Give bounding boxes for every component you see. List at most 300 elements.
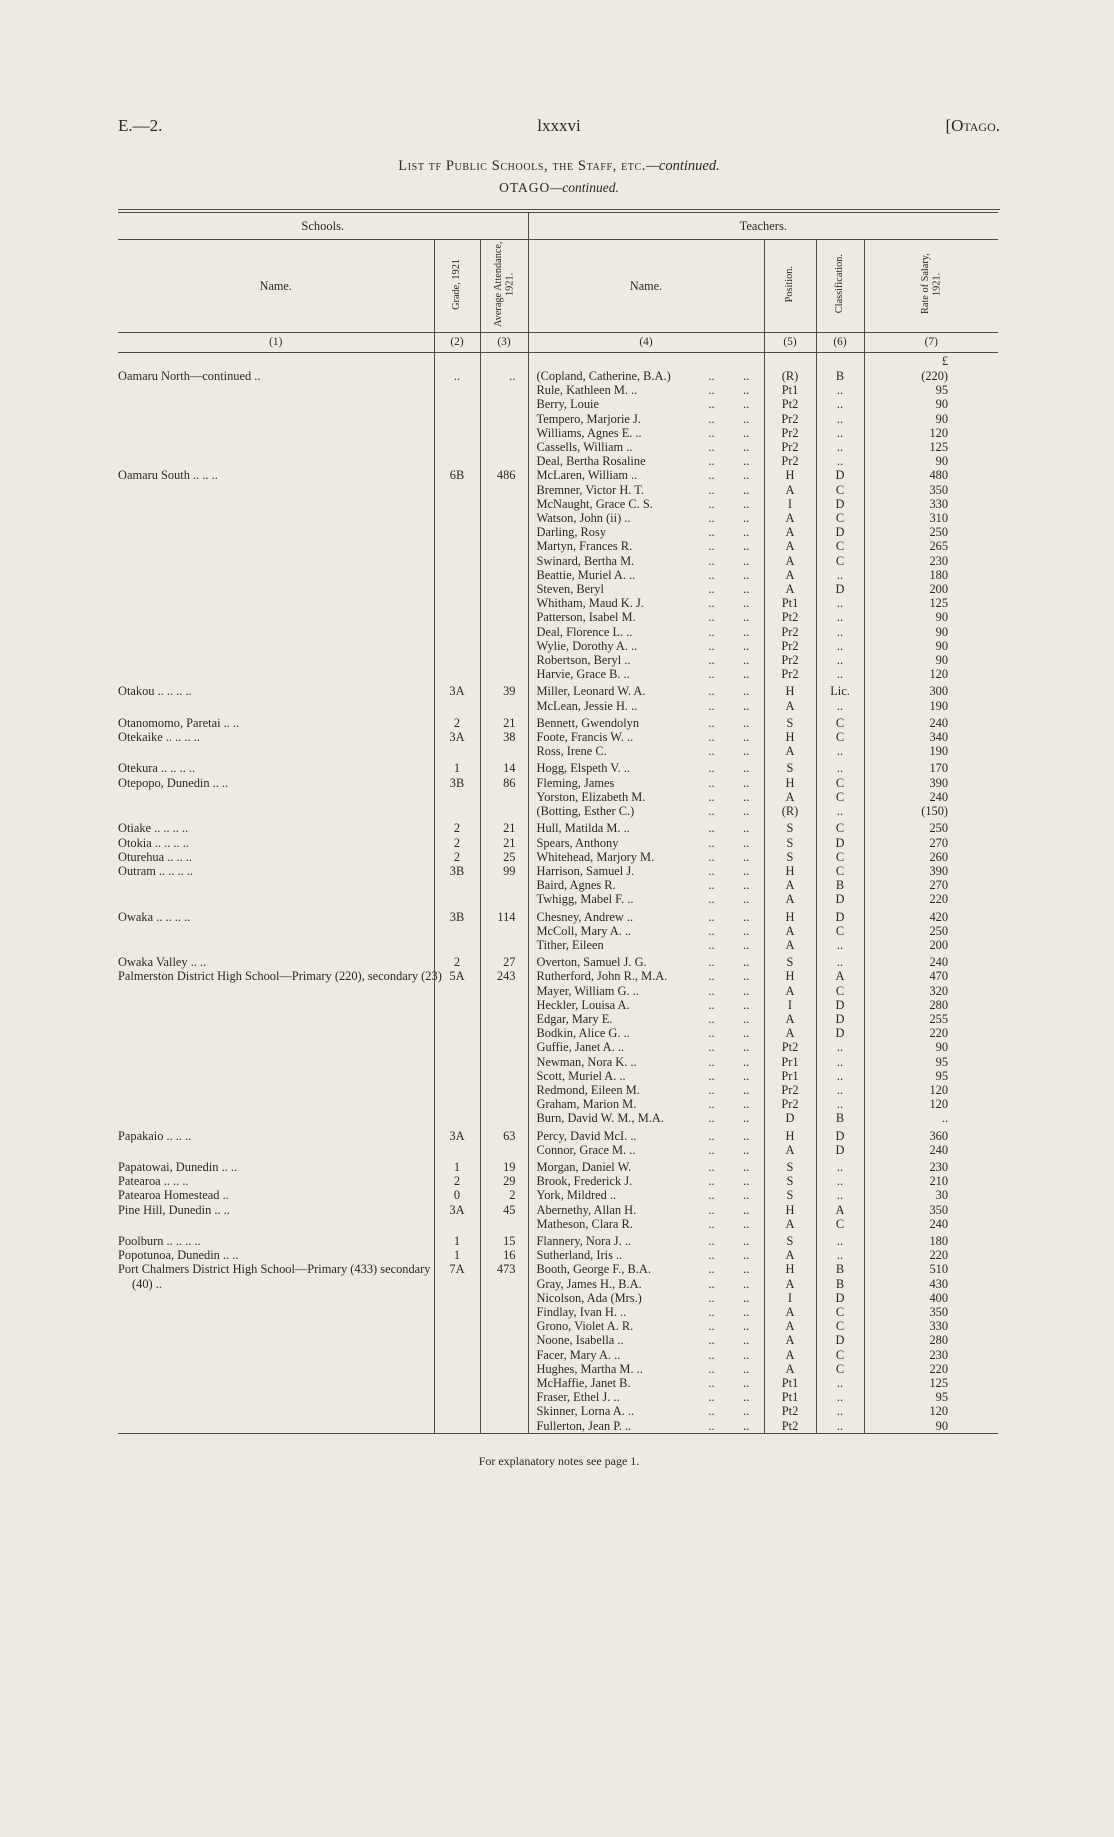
classification-cell: C — [816, 483, 864, 497]
grade-cell — [434, 568, 480, 582]
grade-cell: 3A — [434, 1203, 480, 1217]
table-row — [118, 610, 998, 624]
subtitle-main: OTAGO — [499, 180, 551, 195]
position-cell: Pr2 — [764, 1097, 816, 1111]
salary-cell: 90 — [864, 1040, 998, 1054]
position-cell: S — [764, 1157, 816, 1174]
teacher-name-cell: Yorston, Elizabeth M. — [528, 790, 694, 804]
school-name-cell — [118, 1174, 434, 1188]
col-number-4: (4) — [528, 333, 764, 353]
school-name-cell — [118, 713, 434, 730]
teacher-name-cell: Bennett, Gwendolyn — [528, 713, 694, 730]
school-name-cell — [118, 938, 434, 952]
school-name — [118, 1333, 442, 1347]
leader-dots: .. — [743, 567, 750, 582]
table-row — [118, 681, 998, 698]
classification-cell: .. — [816, 952, 864, 969]
school-name-cell — [118, 969, 442, 984]
attendance-cell — [480, 924, 528, 938]
leader-dots: .. — [708, 440, 715, 455]
salary-cell: 200 — [864, 582, 998, 596]
leader-dots: .. — [743, 955, 750, 970]
leader-dots: .. — [708, 698, 715, 713]
folio-number: lxxxvi — [537, 116, 581, 135]
teacher-name-cell: Burn, David W. M., M.A. — [528, 1111, 694, 1125]
grade-cell: 1 — [434, 1231, 480, 1248]
leader-dots: .. — [743, 1174, 750, 1189]
school-name-cell — [118, 667, 434, 681]
teacher-name-cell: Wylie, Dorothy A. .. — [528, 639, 694, 653]
school-name — [118, 1376, 442, 1390]
attendance-cell — [480, 454, 528, 468]
attendance-cell — [480, 383, 528, 397]
school-name: Poolburn .. .. .. .. — [118, 1233, 201, 1248]
salary-cell: 90 — [864, 397, 998, 411]
teacher-name-cell: Berry, Louie — [528, 397, 694, 411]
table-row — [118, 804, 998, 818]
leader-dots: .. — [743, 1262, 750, 1277]
leader-dots: .. — [743, 496, 750, 511]
classification-cell: .. — [816, 1419, 864, 1434]
salary-cell: 280 — [864, 1333, 998, 1347]
leader-dots: .. — [743, 553, 750, 568]
classification-cell: C — [816, 554, 864, 568]
classification-cell: .. — [816, 596, 864, 610]
salary-cell: 250 — [864, 924, 998, 938]
grade-cell — [434, 1348, 480, 1362]
leader-dots: .. — [708, 1361, 715, 1376]
school-name-cell — [118, 907, 434, 924]
school-name — [118, 511, 442, 525]
school-name-cell — [118, 511, 434, 525]
table-row — [118, 511, 998, 525]
salary-cell: 220 — [864, 1362, 998, 1376]
grade-cell: 3A — [434, 1126, 480, 1143]
col-header-attendance: Average Attendance, 1921. — [480, 240, 528, 333]
position-cell: H — [764, 907, 816, 924]
teacher-name-cell: Watson, John (ii) .. — [528, 511, 694, 525]
attendance-cell — [480, 426, 528, 440]
attendance-cell — [480, 1217, 528, 1231]
school-name-cell — [118, 1376, 434, 1390]
leader-dots: .. — [743, 821, 750, 836]
classification-cell: D — [816, 582, 864, 596]
leader-dots: .. — [708, 624, 715, 639]
teacher-name-cell: Harrison, Samuel J. — [528, 864, 694, 878]
table-row — [118, 907, 998, 924]
attendance-cell — [480, 1012, 528, 1026]
salary-cell: 230 — [864, 1157, 998, 1174]
leader-dots: .. — [708, 909, 715, 924]
school-name-cell — [118, 539, 434, 553]
position-cell: Pr2 — [764, 625, 816, 639]
leader-dots: .. — [708, 1376, 715, 1391]
salary-cell: 240 — [864, 1143, 998, 1157]
salary-cell: 350 — [864, 1203, 998, 1217]
classification-cell: D — [816, 1026, 864, 1040]
attendance-cell — [480, 1143, 528, 1157]
teacher-name-cell: Whitehead, Marjory M. — [528, 850, 694, 864]
classification-cell: .. — [816, 1157, 864, 1174]
salary-cell: 255 — [864, 1012, 998, 1026]
leader-dots: .. — [708, 955, 715, 970]
school-name-cell — [118, 440, 434, 454]
teacher-name-cell: Noone, Isabella .. — [528, 1333, 694, 1347]
classification-cell: D — [816, 497, 864, 511]
leader-dots: .. — [708, 849, 715, 864]
table-row — [118, 818, 998, 835]
teacher-name-cell: Rutherford, John R., M.A. — [528, 969, 694, 983]
school-name — [118, 744, 442, 758]
leader-dots: .. — [743, 638, 750, 653]
position-cell: H — [764, 1262, 816, 1276]
teacher-name-cell: McLean, Jessie H. .. — [528, 699, 694, 713]
table-row — [118, 864, 998, 878]
grade-cell — [434, 1069, 480, 1083]
leader-dots: .. — [708, 1305, 715, 1319]
school-name — [118, 1362, 442, 1376]
school-name — [118, 1040, 442, 1054]
grade-cell — [434, 483, 480, 497]
school-name-cell — [118, 730, 434, 744]
position-cell: A — [764, 984, 816, 998]
teacher-name-cell: Grono, Violet A. R. — [528, 1319, 694, 1333]
salary-cell: 220 — [864, 1026, 998, 1040]
leader-dots: .. — [708, 1188, 715, 1203]
table-row — [118, 525, 998, 539]
grade-cell: 3B — [434, 907, 480, 924]
grade-cell — [434, 1333, 480, 1347]
salary-cell: 350 — [864, 483, 998, 497]
salary-cell: 470 — [864, 969, 998, 983]
school-name-cell — [118, 892, 434, 906]
school-name: Patearoa Homestead .. — [118, 1188, 229, 1203]
leader-dots: .. — [708, 567, 715, 582]
leader-dots: .. — [708, 730, 715, 745]
position-cell: A — [764, 1248, 816, 1262]
school-name — [118, 699, 442, 713]
classification-cell: .. — [816, 1174, 864, 1188]
grade-cell — [434, 397, 480, 411]
school-name: Otepopo, Dunedin .. .. — [118, 775, 229, 790]
classification-cell: .. — [816, 938, 864, 952]
school-name-cell — [118, 1262, 434, 1291]
table-row — [118, 1248, 998, 1262]
leader-dots: .. — [743, 730, 750, 745]
position-cell: A — [764, 892, 816, 906]
table-row — [118, 730, 998, 744]
salary-cell: 360 — [864, 1126, 998, 1143]
position-cell: A — [764, 1305, 816, 1319]
group-header-teachers: Teachers. — [528, 213, 998, 240]
grade-cell — [434, 582, 480, 596]
attendance-cell — [480, 998, 528, 1012]
table-row — [118, 776, 998, 790]
salary-cell: 220 — [864, 1248, 998, 1262]
leader-dots: .. — [743, 1128, 750, 1143]
school-name — [118, 790, 442, 804]
grade-cell — [434, 892, 480, 906]
salary-cell: 90 — [864, 639, 998, 653]
position-cell: H — [764, 776, 816, 790]
classification-cell: C — [816, 539, 864, 553]
table-row — [118, 938, 998, 952]
school-name-cell — [118, 864, 434, 878]
school-name-cell — [118, 639, 434, 653]
attendance-cell — [480, 1404, 528, 1418]
table-row — [118, 1277, 998, 1291]
school-name — [118, 804, 442, 818]
position-cell: S — [764, 850, 816, 864]
col-header-classification: Classification. — [816, 240, 864, 333]
teacher-name-cell: Skinner, Lorna A. .. — [528, 1404, 694, 1418]
classification-cell: C — [816, 790, 864, 804]
leader-dots: .. — [743, 878, 750, 893]
school-name-cell — [118, 790, 434, 804]
classification-cell: C — [816, 818, 864, 835]
teacher-name-cell: Fraser, Ethel J. .. — [528, 1390, 694, 1404]
school-name: Outram .. .. .. .. — [118, 863, 194, 878]
salary-cell: 125 — [864, 1376, 998, 1390]
school-name-cell — [118, 483, 434, 497]
leader-dots: .. — [708, 983, 715, 998]
attendance-cell — [480, 397, 528, 411]
teacher-name-cell: Tempero, Marjorie J. — [528, 412, 694, 426]
table-row — [118, 998, 998, 1012]
teacher-name-cell: Deal, Florence L. .. — [528, 625, 694, 639]
school-name: Otiake .. .. .. .. — [118, 821, 189, 836]
grade-cell — [434, 1291, 480, 1305]
attendance-cell: 63 — [480, 1126, 528, 1143]
school-name — [118, 539, 442, 553]
position-cell: A — [764, 744, 816, 758]
classification-cell: .. — [816, 1069, 864, 1083]
school-name — [118, 426, 442, 440]
col-number-7: (7) — [864, 333, 998, 353]
position-cell: Pr2 — [764, 426, 816, 440]
school-name — [118, 998, 442, 1012]
grade-cell: 3B — [434, 776, 480, 790]
classification-cell: B — [816, 878, 864, 892]
leader-dots: .. — [708, 684, 715, 699]
salary-cell: 90 — [864, 1419, 998, 1434]
teacher-name-cell: Swinard, Bertha M. — [528, 554, 694, 568]
grade-cell: 3B — [434, 864, 480, 878]
salary-cell: 390 — [864, 776, 998, 790]
attendance-cell — [480, 1333, 528, 1347]
school-name-cell — [118, 1217, 434, 1231]
teacher-name-cell: Darling, Rosy — [528, 525, 694, 539]
leader-dots: .. — [708, 1054, 715, 1069]
salary-cell: .. — [864, 1111, 998, 1125]
salary-cell: 330 — [864, 1319, 998, 1333]
leader-dots: .. — [743, 1404, 750, 1419]
attendance-cell: 21 — [480, 818, 528, 835]
attendance-cell — [480, 511, 528, 525]
column-number-row — [118, 333, 998, 353]
table-row — [118, 1419, 998, 1434]
leader-dots: .. — [708, 892, 715, 907]
grade-cell — [434, 596, 480, 610]
leader-dots: .. — [743, 482, 750, 497]
classification-cell: Lic. — [816, 681, 864, 698]
teacher-name-cell: McColl, Mary A. .. — [528, 924, 694, 938]
school-name — [118, 1390, 442, 1404]
leader-dots: .. — [743, 511, 750, 526]
school-name — [118, 497, 442, 511]
grade-cell: 2 — [434, 836, 480, 850]
teacher-name-cell: Overton, Samuel J. G. — [528, 952, 694, 969]
leader-dots: .. — [708, 744, 715, 759]
leader-dots: .. — [743, 684, 750, 699]
col-number-1: (1) — [118, 333, 434, 353]
table-row — [118, 497, 998, 511]
table-row — [118, 454, 998, 468]
teacher-name-cell: Connor, Grace M. .. — [528, 1143, 694, 1157]
grade-cell: 2 — [434, 1174, 480, 1188]
attendance-cell — [480, 1055, 528, 1069]
grade-cell — [434, 497, 480, 511]
leader-dots: .. — [743, 1082, 750, 1097]
table-row — [118, 758, 998, 775]
school-name — [118, 1083, 442, 1097]
attendance-cell — [480, 653, 528, 667]
classification-cell: D — [816, 892, 864, 906]
grade-cell: 2 — [434, 713, 480, 730]
leader-dots: .. — [743, 383, 750, 398]
table-row — [118, 744, 998, 758]
table-row — [118, 1376, 998, 1390]
table-row — [118, 1362, 998, 1376]
attendance-cell — [480, 892, 528, 906]
position-cell: (R) — [764, 804, 816, 818]
salary-cell: 90 — [864, 412, 998, 426]
school-name-cell — [118, 625, 434, 639]
salary-cell: 190 — [864, 744, 998, 758]
school-name-cell — [118, 454, 434, 468]
classification-cell: .. — [816, 639, 864, 653]
attendance-cell: 16 — [480, 1248, 528, 1262]
salary-cell: 240 — [864, 1217, 998, 1231]
school-name — [118, 596, 442, 610]
leader-dots: .. — [708, 411, 715, 426]
teacher-name-cell: Miller, Leonard W. A. — [528, 681, 694, 698]
school-name-cell — [118, 568, 434, 582]
table-row — [118, 667, 998, 681]
salary-cell: 510 — [864, 1262, 998, 1276]
attendance-cell — [480, 790, 528, 804]
table-row — [118, 1404, 998, 1418]
leader-dots: .. — [708, 582, 715, 597]
leader-dots: .. — [708, 397, 715, 412]
leader-dots: .. — [708, 715, 715, 730]
classification-cell: .. — [816, 397, 864, 411]
school-name: Papatowai, Dunedin .. .. — [118, 1159, 238, 1174]
grade-cell — [434, 653, 480, 667]
position-cell: A — [764, 511, 816, 525]
classification-cell: .. — [816, 1231, 864, 1248]
leader-dots: .. — [743, 411, 750, 426]
grade-cell — [434, 804, 480, 818]
leader-dots: .. — [743, 1111, 750, 1126]
classification-cell: D — [816, 836, 864, 850]
position-cell: Pt2 — [764, 1419, 816, 1434]
leader-dots: .. — [708, 610, 715, 625]
salary-cell: 180 — [864, 568, 998, 582]
table-row — [118, 1083, 998, 1097]
grade-cell — [434, 667, 480, 681]
school-name: Pine Hill, Dunedin .. .. — [118, 1202, 230, 1217]
grade-cell — [434, 610, 480, 624]
position-cell: A — [764, 1217, 816, 1231]
school-name — [118, 412, 442, 426]
classification-cell: C — [816, 850, 864, 864]
leader-dots: .. — [743, 937, 750, 952]
attendance-cell — [480, 440, 528, 454]
teacher-name-cell: Nicolson, Ada (Mrs.) — [528, 1291, 694, 1305]
position-cell: Pt1 — [764, 1390, 816, 1404]
position-cell: A — [764, 924, 816, 938]
teacher-name-cell: Newman, Nora K. .. — [528, 1055, 694, 1069]
school-name-cell — [118, 610, 434, 624]
table-row — [118, 1069, 998, 1083]
grade-cell — [434, 454, 480, 468]
school-name-cell — [118, 1248, 434, 1262]
table-row — [118, 1111, 998, 1125]
leader-dots: .. — [743, 1276, 750, 1291]
table-row — [118, 1143, 998, 1157]
table-row — [118, 1157, 998, 1174]
position-cell: S — [764, 1188, 816, 1202]
school-name — [118, 1055, 442, 1069]
classification-cell: B — [816, 1277, 864, 1291]
position-cell: (R) — [764, 369, 816, 383]
teacher-name-cell: Guffie, Janet A. .. — [528, 1040, 694, 1054]
teacher-name-cell: Bremner, Victor H. T. — [528, 483, 694, 497]
attendance-cell — [480, 525, 528, 539]
col-header-salary: Rate of Salary, 1921. — [864, 240, 998, 333]
attendance-cell: 21 — [480, 713, 528, 730]
classification-cell: C — [816, 864, 864, 878]
attendance-cell: 19 — [480, 1157, 528, 1174]
grade-cell: .. — [434, 369, 480, 383]
classification-cell: .. — [816, 1404, 864, 1418]
leader-dots: .. — [708, 539, 715, 554]
attendance-cell — [480, 1083, 528, 1097]
school-name: Otakou .. .. .. .. — [118, 684, 192, 699]
teacher-name-cell: Chesney, Andrew .. — [528, 907, 694, 924]
school-name-cell — [118, 1097, 434, 1111]
leader-dots: .. — [708, 1097, 715, 1112]
grade-cell — [434, 984, 480, 998]
attendance-cell — [480, 1097, 528, 1111]
teacher-name-cell: Spears, Anthony — [528, 836, 694, 850]
attendance-cell — [480, 984, 528, 998]
grade-cell — [434, 1083, 480, 1097]
school-name — [118, 1277, 442, 1291]
classification-cell: D — [816, 907, 864, 924]
leader-dots: .. — [743, 1376, 750, 1391]
salary-cell: 95 — [864, 1055, 998, 1069]
leader-dots: .. — [743, 1159, 750, 1174]
teacher-name-cell: Fullerton, Jean P. .. — [528, 1419, 694, 1434]
school-name — [118, 1026, 442, 1040]
school-name: Oamaru South .. .. .. — [118, 468, 218, 483]
attendance-cell — [480, 1111, 528, 1125]
classification-cell: .. — [816, 426, 864, 440]
classification-cell: B — [816, 1262, 864, 1276]
attendance-cell — [480, 1376, 528, 1390]
